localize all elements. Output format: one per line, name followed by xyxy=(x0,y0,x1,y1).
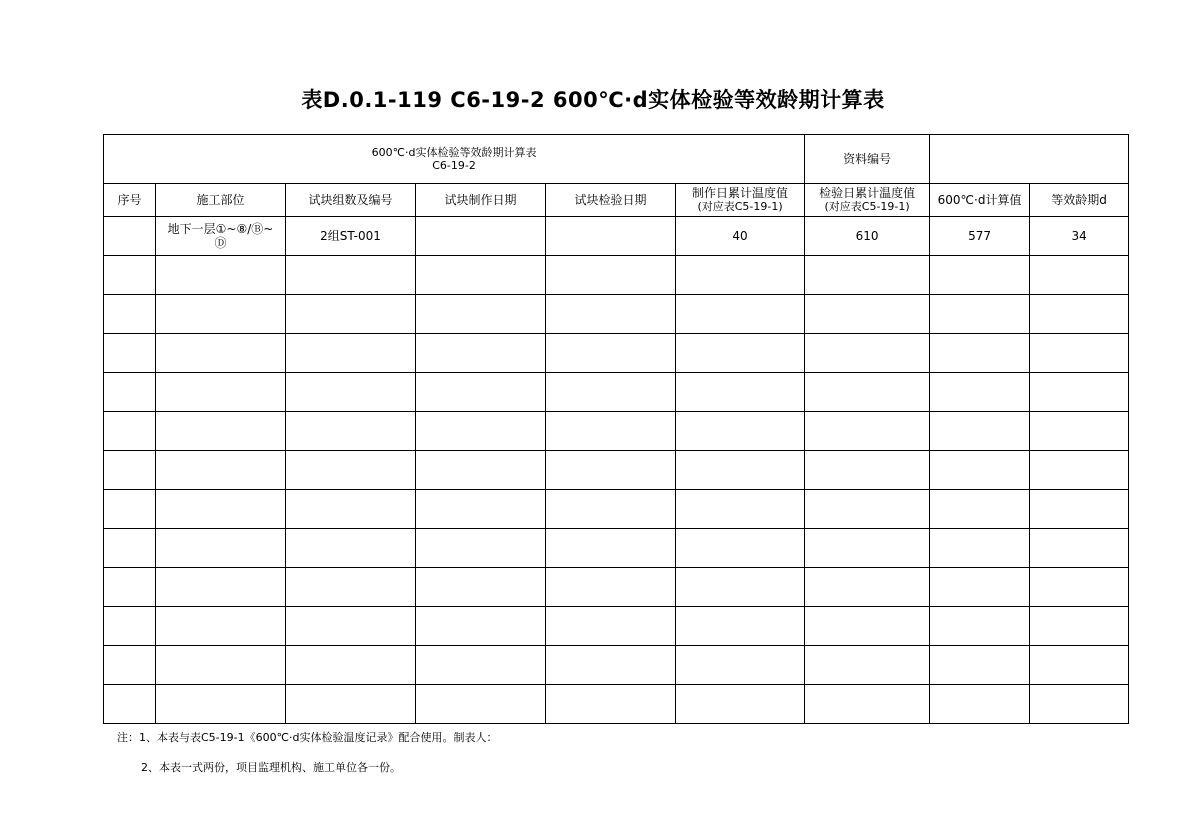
empty-cell xyxy=(1030,568,1129,607)
empty-cell xyxy=(676,529,805,568)
col-make-temp xyxy=(676,184,805,217)
empty-cell xyxy=(156,646,286,685)
col-make-temp-line2: (对应表C5-19-1) xyxy=(697,200,783,213)
empty-cell xyxy=(676,568,805,607)
col-test-temp-line1: 检验日累计温度值 xyxy=(819,186,916,200)
table-row-empty xyxy=(104,568,1129,607)
empty-cell xyxy=(416,646,546,685)
empty-cell xyxy=(104,412,156,451)
col-test-temp xyxy=(805,184,930,217)
col-age: 等效龄期d xyxy=(1030,184,1129,217)
empty-cell xyxy=(805,529,930,568)
empty-cell xyxy=(156,256,286,295)
empty-cell xyxy=(416,685,546,724)
empty-cell xyxy=(286,607,416,646)
cell-test-temp: 610 xyxy=(805,217,930,256)
empty-cell xyxy=(546,451,676,490)
empty-cell xyxy=(286,412,416,451)
empty-cell xyxy=(1030,295,1129,334)
empty-cell xyxy=(416,490,546,529)
empty-cell xyxy=(416,451,546,490)
empty-cell xyxy=(104,451,156,490)
cell-age: 34 xyxy=(1030,217,1129,256)
table-row xyxy=(104,217,1129,256)
empty-cell xyxy=(156,412,286,451)
empty-cell xyxy=(156,295,286,334)
empty-cell xyxy=(546,373,676,412)
empty-rows xyxy=(104,256,1129,724)
empty-cell xyxy=(104,685,156,724)
empty-cell xyxy=(156,607,286,646)
empty-cell xyxy=(286,334,416,373)
table-row-empty xyxy=(104,412,1129,451)
empty-cell xyxy=(104,256,156,295)
empty-cell xyxy=(156,373,286,412)
empty-cell xyxy=(156,568,286,607)
empty-cell xyxy=(1030,646,1129,685)
cell-seq xyxy=(104,217,156,256)
empty-cell xyxy=(805,607,930,646)
cell-make-date xyxy=(416,217,546,256)
empty-cell xyxy=(676,685,805,724)
empty-cell xyxy=(1030,334,1129,373)
empty-cell xyxy=(416,334,546,373)
note-line-2: 2、本表一式两份，项目监理机构、施工单位各一份。 xyxy=(141,761,401,774)
col-make-date: 试块制作日期 xyxy=(416,184,546,217)
form-code: C6-19-2 xyxy=(432,159,476,172)
doc-no-label: 资料编号 xyxy=(805,135,930,184)
empty-cell xyxy=(676,646,805,685)
empty-cell xyxy=(156,451,286,490)
empty-cell xyxy=(805,373,930,412)
empty-cell xyxy=(104,295,156,334)
cell-calc: 577 xyxy=(930,217,1030,256)
empty-cell xyxy=(416,295,546,334)
empty-cell xyxy=(930,529,1030,568)
empty-cell xyxy=(416,607,546,646)
table-row-empty xyxy=(104,490,1129,529)
page-title: 表D.0.1-119 C6-19-2 600℃·d实体检验等效龄期计算表 xyxy=(301,88,885,112)
empty-cell xyxy=(1030,529,1129,568)
empty-cell xyxy=(1030,256,1129,295)
empty-cell xyxy=(546,295,676,334)
empty-cell xyxy=(104,568,156,607)
empty-cell xyxy=(930,256,1030,295)
col-calc: 600℃·d计算值 xyxy=(930,184,1030,217)
empty-cell xyxy=(286,373,416,412)
empty-cell xyxy=(286,490,416,529)
empty-cell xyxy=(930,607,1030,646)
form-name: 600℃·d实体检验等效龄期计算表 xyxy=(371,146,537,159)
empty-cell xyxy=(930,451,1030,490)
empty-cell xyxy=(930,568,1030,607)
empty-cell xyxy=(1030,607,1129,646)
empty-cell xyxy=(1030,451,1129,490)
empty-cell xyxy=(156,334,286,373)
table-row-empty xyxy=(104,295,1129,334)
cell-make-temp: 40 xyxy=(676,217,805,256)
empty-cell xyxy=(930,295,1030,334)
cell-location-line2: Ⓓ xyxy=(214,236,227,250)
empty-cell xyxy=(805,334,930,373)
empty-cell xyxy=(676,334,805,373)
empty-cell xyxy=(1030,490,1129,529)
empty-cell xyxy=(286,295,416,334)
empty-cell xyxy=(676,451,805,490)
empty-cell xyxy=(1030,685,1129,724)
empty-cell xyxy=(805,412,930,451)
note-line-1: 注：1、本表与表C5-19-1《600℃·d实体检验温度记录》配合使用。制表人： xyxy=(117,731,498,744)
table-row-empty xyxy=(104,529,1129,568)
empty-cell xyxy=(286,568,416,607)
form-name-cell xyxy=(104,135,805,184)
col-make-temp-line1: 制作日累计温度值 xyxy=(692,186,789,200)
empty-cell xyxy=(546,529,676,568)
empty-cell xyxy=(104,646,156,685)
empty-cell xyxy=(104,373,156,412)
table-row-empty xyxy=(104,334,1129,373)
empty-cell xyxy=(805,490,930,529)
empty-cell xyxy=(805,568,930,607)
col-test-temp-line2: (对应表C5-19-1) xyxy=(824,200,910,213)
empty-cell xyxy=(805,646,930,685)
table-row-empty xyxy=(104,451,1129,490)
empty-cell xyxy=(416,373,546,412)
empty-cell xyxy=(416,412,546,451)
empty-cell xyxy=(930,685,1030,724)
table-row-empty xyxy=(104,607,1129,646)
empty-cell xyxy=(546,256,676,295)
empty-cell xyxy=(676,295,805,334)
empty-cell xyxy=(104,490,156,529)
empty-cell xyxy=(546,685,676,724)
empty-cell xyxy=(805,295,930,334)
empty-cell xyxy=(805,685,930,724)
empty-cell xyxy=(676,256,805,295)
empty-cell xyxy=(104,607,156,646)
empty-cell xyxy=(930,490,1030,529)
empty-cell xyxy=(416,529,546,568)
empty-cell xyxy=(930,373,1030,412)
empty-cell xyxy=(546,412,676,451)
empty-cell xyxy=(286,529,416,568)
empty-cell xyxy=(546,490,676,529)
empty-cell xyxy=(546,568,676,607)
col-test-date: 试块检验日期 xyxy=(546,184,676,217)
empty-cell xyxy=(546,646,676,685)
cell-location xyxy=(156,217,286,256)
empty-cell xyxy=(416,568,546,607)
empty-cell xyxy=(104,334,156,373)
table-row-empty xyxy=(104,256,1129,295)
table-row-empty xyxy=(104,685,1129,724)
empty-cell xyxy=(416,256,546,295)
empty-cell xyxy=(286,685,416,724)
empty-cell xyxy=(286,256,416,295)
col-location: 施工部位 xyxy=(156,184,286,217)
empty-cell xyxy=(930,412,1030,451)
form-header-row xyxy=(104,135,1129,184)
empty-cell xyxy=(676,607,805,646)
empty-cell xyxy=(156,490,286,529)
calculation-table xyxy=(103,134,1129,724)
cell-location-line1: 地下一层①~⑧/Ⓑ~ xyxy=(167,222,274,236)
empty-cell xyxy=(104,529,156,568)
empty-cell xyxy=(930,334,1030,373)
table-row-empty xyxy=(104,646,1129,685)
empty-cell xyxy=(805,256,930,295)
empty-cell xyxy=(676,490,805,529)
empty-cell xyxy=(286,451,416,490)
empty-cell xyxy=(676,373,805,412)
empty-cell xyxy=(930,646,1030,685)
column-header-row xyxy=(104,184,1129,217)
doc-no-value xyxy=(930,135,1129,184)
col-specimen: 试块组数及编号 xyxy=(286,184,416,217)
empty-cell xyxy=(546,334,676,373)
empty-cell xyxy=(676,412,805,451)
empty-cell xyxy=(286,646,416,685)
empty-cell xyxy=(1030,373,1129,412)
col-seq: 序号 xyxy=(104,184,156,217)
cell-specimen: 2组ST-001 xyxy=(286,217,416,256)
empty-cell xyxy=(156,529,286,568)
empty-cell xyxy=(805,451,930,490)
table-row-empty xyxy=(104,373,1129,412)
empty-cell xyxy=(546,607,676,646)
cell-test-date xyxy=(546,217,676,256)
empty-cell xyxy=(1030,412,1129,451)
empty-cell xyxy=(156,685,286,724)
